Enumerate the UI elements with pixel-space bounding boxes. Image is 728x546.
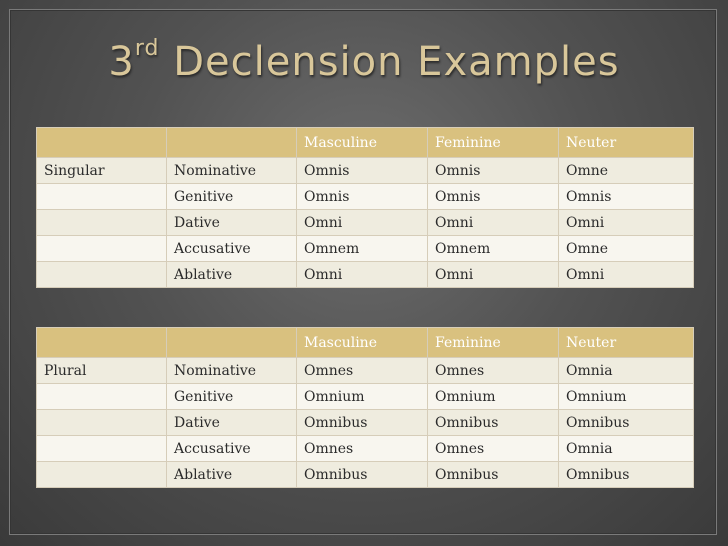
header-cell: [37, 328, 167, 358]
header-cell-masculine: Masculine: [297, 128, 428, 158]
table-row: [37, 236, 694, 262]
table-cell: [37, 262, 167, 288]
table-cell: [37, 410, 167, 436]
table-cell: Omnis: [297, 158, 428, 184]
table-cell: Genitive: [167, 384, 297, 410]
table-row: [37, 410, 694, 436]
table-cell: Ablative: [167, 262, 297, 288]
table-header-row: [37, 128, 694, 158]
table-cell: Omnis: [559, 184, 694, 210]
table-cell: Omnes: [297, 436, 428, 462]
table-cell: Omnium: [559, 384, 694, 410]
table-cell: Omnibus: [428, 410, 559, 436]
table-cell: Omnis: [428, 184, 559, 210]
table-cell: Omni: [428, 262, 559, 288]
header-cell-neuter: Neuter: [559, 328, 694, 358]
table-row: [37, 358, 694, 384]
table-cell: Nominative: [167, 358, 297, 384]
table-cell: Omni: [559, 210, 694, 236]
table-cell: [37, 184, 167, 210]
singular-declension-table: [36, 127, 694, 288]
table-cell: Omnibus: [559, 410, 694, 436]
table-cell: Omni: [297, 210, 428, 236]
table-cell: Dative: [167, 210, 297, 236]
table-cell: Omne: [559, 158, 694, 184]
table-row: [37, 384, 694, 410]
table-row: [37, 184, 694, 210]
table-cell: Omni: [428, 210, 559, 236]
table-cell: [37, 210, 167, 236]
table-cell: Omnem: [428, 236, 559, 262]
table-row: [37, 436, 694, 462]
table-cell: Nominative: [167, 158, 297, 184]
table-cell: Omnibus: [559, 462, 694, 488]
table-cell: Accusative: [167, 236, 297, 262]
table-cell: Accusative: [167, 436, 297, 462]
table-cell: Omnibus: [428, 462, 559, 488]
header-cell-masculine: Masculine: [297, 328, 428, 358]
table-cell: Omnes: [297, 358, 428, 384]
title-text: Declension Examples: [159, 39, 620, 85]
header-cell-feminine: Feminine: [428, 328, 559, 358]
table-cell: Omnis: [428, 158, 559, 184]
header-cell-neuter: Neuter: [559, 128, 694, 158]
table-cell: Omnes: [428, 358, 559, 384]
table-cell: Omnibus: [297, 410, 428, 436]
table-cell: Plural: [37, 358, 167, 384]
header-cell-feminine: Feminine: [428, 128, 559, 158]
header-cell: [37, 128, 167, 158]
table-cell: Omni: [559, 262, 694, 288]
table-cell: [37, 436, 167, 462]
title-ordinal-suffix: rd: [134, 36, 160, 61]
table-cell: Omnes: [428, 436, 559, 462]
table-row: [37, 262, 694, 288]
table-cell: Omnibus: [297, 462, 428, 488]
table-cell: Omnium: [428, 384, 559, 410]
table-cell: [37, 384, 167, 410]
table-cell: Omnia: [559, 358, 694, 384]
header-cell: [167, 128, 297, 158]
table-row: [37, 210, 694, 236]
slide-title: [0, 36, 728, 85]
table-row: [37, 158, 694, 184]
title-number: 3: [108, 39, 135, 85]
table-cell: Ablative: [167, 462, 297, 488]
table-cell: Omne: [559, 236, 694, 262]
header-cell: [167, 328, 297, 358]
table-cell: Omni: [297, 262, 428, 288]
table-cell: Omnia: [559, 436, 694, 462]
table-header-row: [37, 328, 694, 358]
table-row: [37, 462, 694, 488]
plural-declension-table: [36, 327, 694, 488]
table-cell: Omnis: [297, 184, 428, 210]
table-cell: Genitive: [167, 184, 297, 210]
table-cell: [37, 462, 167, 488]
table-cell: Dative: [167, 410, 297, 436]
table-cell: Omnem: [297, 236, 428, 262]
table-cell: Omnium: [297, 384, 428, 410]
table-cell: [37, 236, 167, 262]
table-cell: Singular: [37, 158, 167, 184]
